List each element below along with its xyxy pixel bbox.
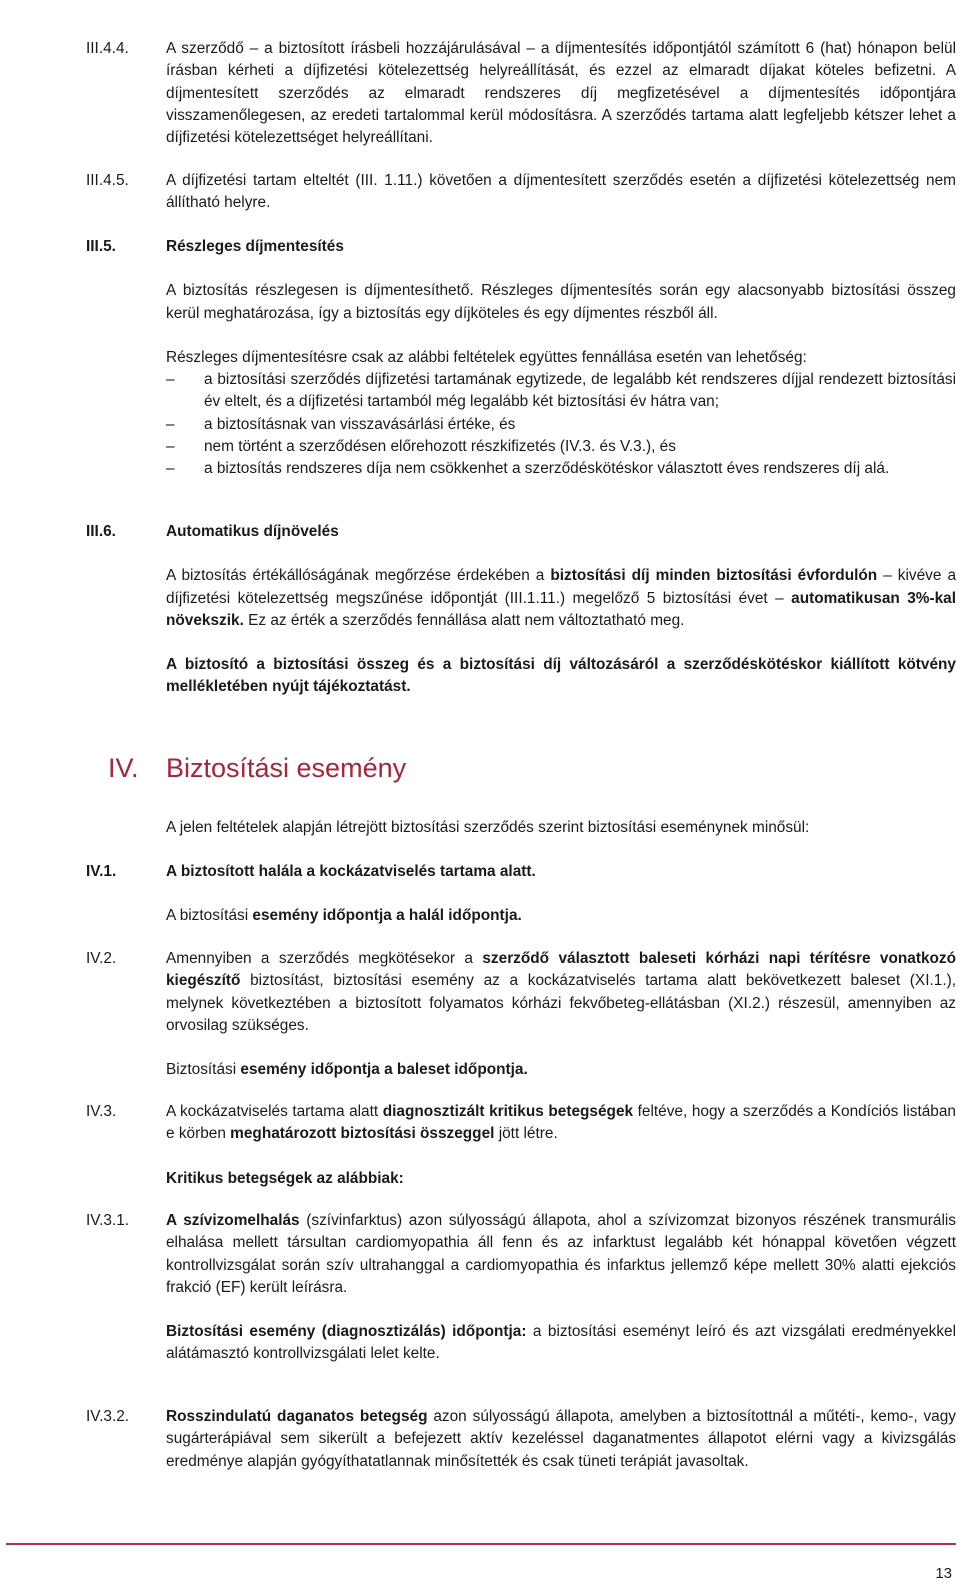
paragraph (166, 1406, 956, 1473)
paragraph (166, 1101, 956, 1146)
bold-text: esemény időpontja a halál időpontja. (252, 907, 522, 925)
list-item: – nem történt a szerződésen előrehozott részkifizetés (IV.3. és V.3.), és (166, 436, 956, 458)
section-body (166, 236, 956, 481)
bold-text: meghatározott biztosítási összeggel (230, 1125, 495, 1143)
paragraph: A díjfizetési tartam elteltét (III. 1.11.) követően a díjmentesített szerződés esetén a díjfizetési kötelezettség nem állítható helyre. (166, 172, 956, 212)
section-number: III.4.4. (86, 40, 129, 57)
text-run: azon súlyosságú állapota, amelyben a biztosítottnál a műtéti-, kemo-, vagy sugárterápiával sem sikerült a befejezett aktív kezeléssel daganatmentes állapotot elérni vagy a kivizsgálás eredménye alapján gyógyíthatatlannak minősítették és csak tüneti terápiát javasoltak. (166, 1408, 956, 1470)
section-number: III.5. (86, 238, 116, 255)
paragraph (166, 565, 956, 632)
bold-text: Biztosítási esemény (diagnosztizálás) időpontja: (166, 1323, 527, 1341)
chapter-number: IV. (108, 753, 139, 783)
text-run: Ez az érték a szerződés fennállása alatt nem változtatható meg. (243, 611, 685, 629)
section-heading: Részleges díjmentesítés (166, 238, 344, 255)
section-number: III.6. (86, 523, 116, 540)
condition-list (166, 369, 956, 480)
paragraph (166, 948, 956, 1037)
list-item: – a biztosítási szerződés díjfizetési tartamának egytizede, de legalább két rendszeres díjjal rendezett biztosítási év eltelt, és a díjfizetési tartamból még legalább két biztosítási év hátra van; (166, 369, 956, 414)
bold-text: diagnosztizált kritikus betegségek (382, 1103, 634, 1120)
section-number: III.4.5. (86, 172, 129, 189)
section-text (166, 38, 956, 149)
text-run: – kivéve a díjfizetési kötelezettség megszűnése időpontját (III.1.11.) megelőző 5 biztosítási évet – (166, 567, 957, 607)
section-heading: Automatikus díjnövelés (166, 523, 339, 540)
footer-rule (6, 1543, 956, 1545)
paragraph: A szerződő – a biztosított írásbeli hozzájárulásával – a díjmentesítés időpontjától számított 6 (hat) hónapon belül írásban kérheti a díjfizetési kötelezettség helyreállítását, és ezzel az elmaradt díjakat köteles befizetni. A díjmentesített szerződés az elmaradt rendszeres díj megfizetésével a díjmentesítés időpontjára visszamenőlegesen, az eredeti tartalommal kerül módosításra. A szerződés tartama alatt legfeljebb kétszer lehet a díjfizetési kötelezettséget helyreállítani. (166, 40, 956, 147)
section-body (166, 948, 956, 1081)
paragraph (166, 1059, 956, 1081)
list-item: – a biztosítás rendszeres díja nem csökkenhet a szerződéskötéskor választott éves rendszeres díj alá. (166, 458, 956, 480)
text-run: (szívinfarktus) azon súlyosságú állapota, ahol a szívizomzat bizonyos részének transmurális elhalása mellett társultan cardiomyopathia áll fenn és az infarktust legalább két hónappal követően végzett kontrollvizsgálat során szív ultrahanggal a cardiomyopathia és infarktus jellemző képe mellett 30% alatti ejekciós frakció (EF) került leírásra. (166, 1212, 956, 1296)
section-text (166, 170, 956, 215)
bold-text: esemény időpontja a baleset időpontja. (240, 1061, 528, 1079)
section-number: IV.3.2. (86, 1408, 130, 1425)
paragraph: A biztosító a biztosítási összeg és a biztosítási díj változásáról a szerződéskötéskor kiállított kötvény mellékletében nyújt tájékoztatást. (166, 656, 956, 696)
paragraph (166, 1321, 956, 1366)
section-number: IV.3.1. (86, 1212, 130, 1229)
text-run: A biztosítási (166, 907, 253, 925)
paragraph (166, 905, 956, 927)
chapter-title: Biztosítási esemény (166, 753, 407, 783)
section-number: IV.2. (86, 950, 117, 967)
text-run: A biztosítás értékállóságának megőrzése érdekében a (166, 567, 551, 585)
text-run: feltéve, hogy a szerződés a Kondíciós listában e körben (166, 1103, 956, 1143)
section-heading: A biztosított halála a kockázatviselés tartama alatt. (166, 863, 536, 880)
chapter-intro (166, 817, 956, 839)
text-run: a biztosítási eseményt leíró és azt vizsgálati eredményekkel alátámasztó kontrollvizsgálati lelet kelte. (166, 1323, 956, 1363)
bold-text: automatikusan 3%-kal növekszik. (166, 589, 956, 629)
text-run: jött létre. (494, 1125, 558, 1143)
paragraph: A jelen feltételek alapján létrejött biztosítási szerződés szerint biztosítási eseménynek minősül: (166, 819, 810, 836)
section-body (166, 1210, 956, 1366)
bold-text: szerződő választott baleseti kórházi napi térítésre vonatkozó kiegészítő (166, 950, 957, 990)
page-number: 13 (935, 1565, 952, 1582)
paragraph (166, 1210, 956, 1299)
text-run: A kockázatviselés tartama alatt (166, 1103, 383, 1120)
text-run: biztosítást, biztosítási esemény az a kockázatviselés tartama alatt bekövetkezett baleset (XI.1.), melynek következtében a biztosított folyamatos kórházi fekvőbeteg-ellátásban (XI.2.) részesül, amennyiben az orvosilag szükséges. (166, 972, 956, 1034)
section-number: IV.1. (86, 863, 117, 880)
section-body (166, 521, 956, 699)
text-run: Biztosítási (166, 1061, 241, 1079)
bold-text: biztosítási díj minden biztosítási évfordulón (550, 567, 878, 585)
paragraph: Kritikus betegségek az alábbiak: (166, 1169, 404, 1187)
text-run: Amennyiben a szerződés megkötésekor a (166, 950, 483, 967)
section-body (166, 1101, 956, 1190)
paragraph: Részleges díjmentesítésre csak az alábbi feltételek együttes fennállása esetén van lehetőség: (166, 348, 807, 366)
bold-text: A szívizomelhalás (166, 1212, 300, 1229)
section-body (166, 861, 956, 928)
paragraph: A biztosítás részlegesen is díjmentesíthető. Részleges díjmentesítés során egy alacsonyabb biztosítási összeg kerül meghatározása, így a biztosítás egy díjköteles és egy díjmentes részből áll. (166, 282, 956, 322)
section-number: IV.3. (86, 1103, 117, 1120)
bold-text: Rosszindulatú daganatos betegség (166, 1408, 428, 1425)
section-body (166, 1406, 956, 1473)
list-item: – a biztosításnak van visszavásárlási értéke, és (166, 414, 956, 436)
